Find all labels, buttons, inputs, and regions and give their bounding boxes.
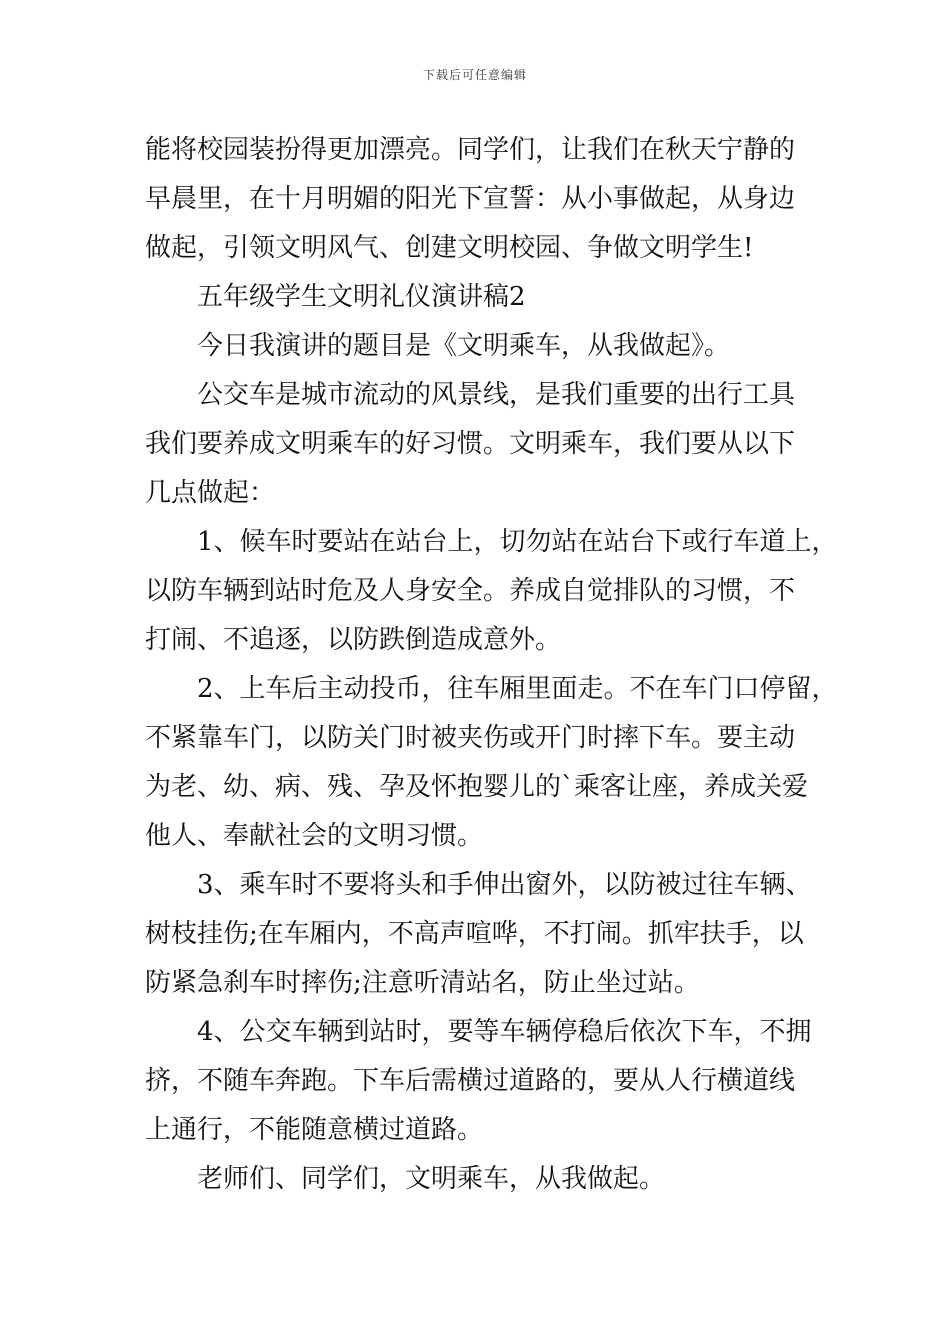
- text-line: 为老、幼、病、残、孕及怀抱婴儿的`乘客让座，养成关爱: [145, 772, 809, 802]
- text-line: 早晨里，在十月明媚的阳光下宣誓：从小事做起，从身边: [145, 184, 796, 214]
- text-line: 以防车辆到站时危及人身安全。养成自觉排队的习惯，不: [145, 576, 796, 606]
- text-line: 我们要养成文明乘车的好习惯。文明乘车，我们要从以下: [145, 429, 796, 459]
- text-line: 1、候车时要站在站台上，切勿站在站台下或行车道上，: [197, 527, 838, 557]
- document-body: [145, 126, 838, 1204]
- page-header-note: 下载后可任意编辑: [422, 68, 527, 82]
- text-line: 挤，不随车奔跑。下车后需横过道路的，要从人行横道线: [145, 1066, 796, 1096]
- section-title: 五年级学生文明礼仪演讲稿2: [197, 282, 526, 312]
- text-line: 树枝挂伤;在车厢内，不高声喧哗，不打闹。抓牢扶手，以: [145, 919, 804, 949]
- text-line: 2、上车后主动投币，往车厢里面走。不在车门口停留，: [197, 674, 838, 704]
- text-line: 4、公交车辆到站时，要等车辆停稳后依次下车，不拥: [197, 1017, 812, 1047]
- text-line: 能将校园装扮得更加漂亮。同学们，让我们在秋天宁静的: [145, 135, 796, 165]
- text-line: 做起，引领文明风气、创建文明校园、争做文明学生!: [145, 233, 754, 263]
- text-line: 3、乘车时不要将头和手伸出窗外，以防被过往车辆、: [197, 870, 812, 900]
- text-line: 他人、奉献社会的文明习惯。: [145, 821, 484, 851]
- text-line: 防紧急刹车时摔伤;注意听清站名，防止坐过站。: [145, 968, 700, 998]
- text-line: 上通行，不能随意横过道路。: [145, 1115, 484, 1145]
- text-line: 不紧靠车门，以防关门时被夹伤或开门时摔下车。要主动: [145, 723, 796, 753]
- text-line: 几点做起：: [145, 478, 276, 508]
- text-line: 公交车是城市流动的风景线，是我们重要的出行工具: [197, 380, 796, 410]
- text-line: 今日我演讲的题目是《文明乘车，从我做起》。: [197, 331, 731, 361]
- text-line: 老师们、同学们，文明乘车，从我做起。: [197, 1164, 666, 1194]
- text-line: 打闹、不追逐，以防跌倒造成意外。: [145, 625, 562, 655]
